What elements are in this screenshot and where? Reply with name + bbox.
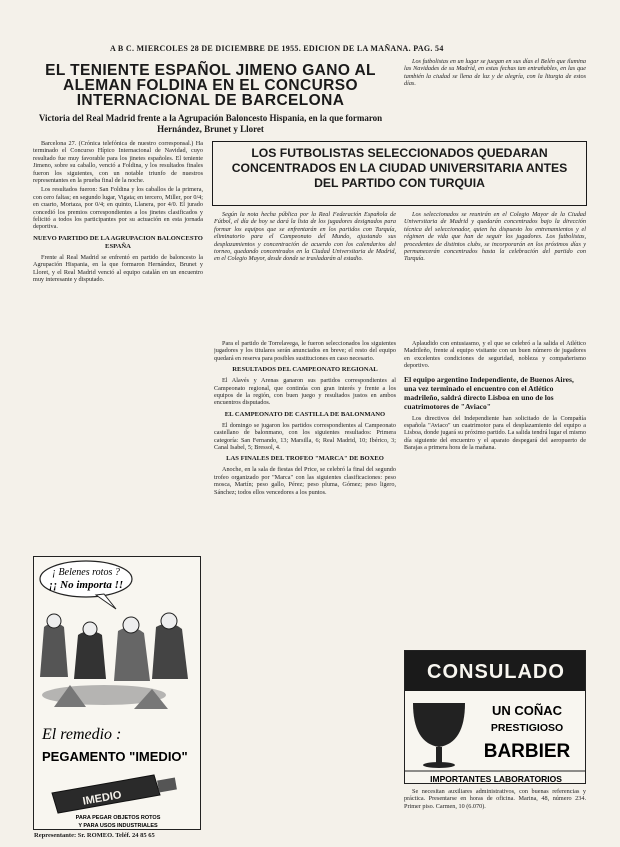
right-paragraph: Aplaudido con entusiasmo, y el que se celebró a la salida el Atlético Madrileño, frente al equipo visitante con un buen número de jugadores en excelentes condiciones de seguridad, nobleza y compañerismo deportivo. bbox=[404, 340, 586, 370]
main-subhead: NUEVO PARTIDO DE LA AGRUPACION BALONCESTO ESPAÑA bbox=[33, 234, 203, 250]
mid-subhead: EL CAMPEONATO DE CASTILLA DE BALONMANO bbox=[224, 410, 386, 418]
main-paragraph: Frente al Real Madrid se enfrentó en partido de baloncesto la Agrupación Hispania, en la que formaron Hernández, Brunet y Lloret, y el Real Madrid venció al equipo catalán en un encuentro muy interesante y disputado. bbox=[33, 253, 203, 284]
ad-remedy-text: El remedio : bbox=[42, 726, 122, 743]
ad-representative: Representante: Sr. ROMEO. Teléf. 24 85 65 bbox=[34, 832, 155, 839]
ad-line-2: PRESTIGIOSO bbox=[490, 722, 564, 734]
figure-head bbox=[123, 617, 139, 633]
ad-note-2: Y PARA USOS INDUSTRIALES bbox=[78, 823, 158, 829]
sports-paragraph: Según la nota hecha pública por la Real Federación Española de Fútbol, el día de hoy se dará la lista de los jugadores designados para formar los equipos que se enfrentarán en los partidos con Turquía, eliminatorio para el Campeonato del Mundo, ajustando sus desplazamientos y concentración de acuerdo con los calendarios del torneo, quedando concentrados en la Ciudad Universitaria de Madrid, en el Colegio Mayor, desde donde se trasladarán al estadio. bbox=[214, 211, 396, 263]
ad-footer: IMPORTANTES LABORATORIOS bbox=[430, 774, 562, 784]
sports-article-col-1 bbox=[214, 211, 396, 333]
figure-head bbox=[161, 613, 177, 629]
mid-paragraph: Para el partido de Torrelavega, le fueron seleccionados los siguientes jugadores y los titulares serán anunciados en breve; el resto del equipo quedará en reserva para posibles sustituciones en caso necesario. bbox=[214, 340, 396, 362]
figure-shape bbox=[114, 627, 150, 681]
middle-column bbox=[214, 340, 396, 835]
ad-note-1: PARA PEGAR OBJETOS ROTOS bbox=[75, 815, 161, 821]
main-headline: EL TENIENTE ESPAÑOL JIMENO GANO AL ALEMAN FOLDINA EN EL CONCURSO INTERNACIONAL DE BARCELONA bbox=[45, 62, 376, 109]
ad-brand: CONSULADO bbox=[427, 661, 565, 683]
right-top-paragraph: Los futbolistas en un lugar se juegan en sus días el Belén que ilumina las Navidades de su Madrid, en estas fechas tan entrañables, en las que también la ciudad se llena de luz y de alegría, con la liturgia de estos días. bbox=[404, 58, 586, 88]
glass-base bbox=[423, 762, 455, 768]
page-header: A B C. MIERCOLES 28 DE DICIEMBRE DE 1955. EDICION DE LA MAÑANA. PAG. 54 bbox=[110, 44, 444, 53]
glass-bowl bbox=[413, 703, 465, 747]
right-column-upper bbox=[404, 340, 586, 645]
figure-shape bbox=[40, 623, 68, 677]
mid-paragraph: El Alavés y Arenas ganaron sus partidos correspondientes al Campeonato regional, que continúa con gran interés y frente a los equipos de la región, con buen juego y resultados justos en ambos encuentros disputados. bbox=[214, 377, 396, 407]
sports-article-col-2 bbox=[404, 211, 586, 333]
consulado-ad-art bbox=[405, 651, 586, 784]
brandy-glass-icon bbox=[413, 703, 465, 768]
ad-brand-text: PEGAMENTO "IMEDIO" bbox=[42, 749, 188, 764]
tube-cap bbox=[157, 778, 177, 793]
sports-paragraph: Los seleccionados se reunirán en el Colegio Mayor de la Ciudad Universitaria de Madrid y quedarán concentrados bajo la dirección técnica del seleccionador, quien ha dispuesto los entrenamientos y el régimen de vida que han de seguir los jugadores. Los futbolistas, procedentes de distintos clubs, se incorporarán en los próximos días y permanecerán concentrados hasta la celebración del partido con Turquía. bbox=[404, 211, 586, 263]
ad-caption-1: ¡ Belenes rotos ? bbox=[52, 567, 120, 578]
mid-subhead: LAS FINALES DEL TROFEO "MARCA" DE BOXEO bbox=[226, 455, 384, 463]
figure-shape bbox=[74, 631, 106, 679]
mid-paragraph: Anoche, en la sala de fiestas del Price, se celebró la final del segundo trofeo organizado por "Marca" con las siguientes clasificaciones: peso mosca, Martín; peso gallo, Pérez; peso pluma, Gómez; peso ligero, Sánchez; todos ellos vencedores a los puntos. bbox=[214, 466, 396, 496]
main-paragraph: Barcelona 27. (Crónica telefónica de nuestro corresponsal.) Ha terminado el Concurso Hípico Internacional de Navidad, cuyo resultado fue muy favorable para los jinetes españoles. El teniente Jimeno, sobre su caballo, venció a Foldina, y los resultados finales fueron los siguientes, con un notable triunfo de nuestros representantes en la prueba final de la noche. bbox=[33, 140, 203, 185]
right-top-text bbox=[404, 58, 586, 136]
main-paragraph: Los resultados fueron: San Foldina y los caballos de la primera, con cero faltas; en segundo lugar, Vigata; en tercero, Miller, por 0/4; en cuarto, Mortaza, por 0/4; en quinto, Llanera, por 4/0. El jurado concedió los premios correspondientes a los jinetes clasificados y felicitó a todos los participantes por su actuación en esta jornada deportiva. bbox=[33, 186, 203, 231]
ad-line-1: UN COÑAC bbox=[491, 703, 563, 718]
pegamento-ad-art bbox=[34, 557, 201, 830]
ad-line-3: BARBIER bbox=[483, 741, 571, 762]
right-paragraph: Se necesitan auxiliares administrativos, con buenas referencias y práctica. Presentarse en horas de oficina. Marina, 48, número 234. Primer piso. Carmen, 10 (6.070). bbox=[404, 788, 586, 810]
figure-head bbox=[83, 622, 97, 636]
mid-subhead: RESULTADOS DEL CAMPEONATO REGIONAL bbox=[232, 366, 378, 374]
main-subheadline: Victoria del Real Madrid frente a la Agrupación Baloncesto Hispania, en la que formaron Hernández, Brunet y Lloret bbox=[38, 113, 383, 134]
tube-label: IMEDIO bbox=[81, 789, 123, 808]
consulado-advertisement bbox=[404, 650, 586, 784]
speech-bubble-tail bbox=[96, 594, 116, 609]
main-article-body bbox=[33, 140, 203, 550]
nativity-figures bbox=[40, 613, 188, 709]
sports-headline: LOS FUTBOLISTAS SELECCIONADOS QUEDARAN CONCENTRADOS EN LA CIUDAD UNIVERSITARIA ANTES DEL PARTIDO CON TURQUIA bbox=[231, 146, 568, 190]
pegamento-advertisement bbox=[33, 556, 201, 830]
ad-caption-2: ¡¡ No importa !! bbox=[48, 579, 124, 591]
figure-shape bbox=[152, 623, 188, 679]
right-bold-headline: El equipo argentino Independiente, de Buenos Aires, una vez terminado el encuentro con el Atlético madrileño, saldrá directo Lisboa en uno de los cuatrimotores de "Aviaco" bbox=[404, 374, 574, 411]
mid-paragraph: El domingo se jugaron los partidos correspondientes al Campeonato castellano de balonmano, con los siguientes resultados: Primera categoría: San Fernando, 13; Marsilla, 6; Real Madrid, 10; Ibérico, 3; Canal Isabel, 5; Bressol, 4. bbox=[214, 421, 396, 452]
right-paragraph: Los directivos del Independiente han solicitado de la Compañía española "Aviaco" un cuatrimotor para el desplazamiento del equipo a Lisboa, donde jugará su próximo partido. La salida tendrá lugar el mismo día siguiente del encuentro y el aparato despegará del aeropuerto de Barajas a primera hora de la mañana. bbox=[404, 414, 586, 452]
glass-stem bbox=[436, 747, 442, 763]
glue-tube-icon bbox=[52, 775, 177, 813]
right-column-lower bbox=[404, 788, 586, 833]
figure-head bbox=[47, 614, 61, 628]
sports-headline-box bbox=[212, 141, 587, 206]
